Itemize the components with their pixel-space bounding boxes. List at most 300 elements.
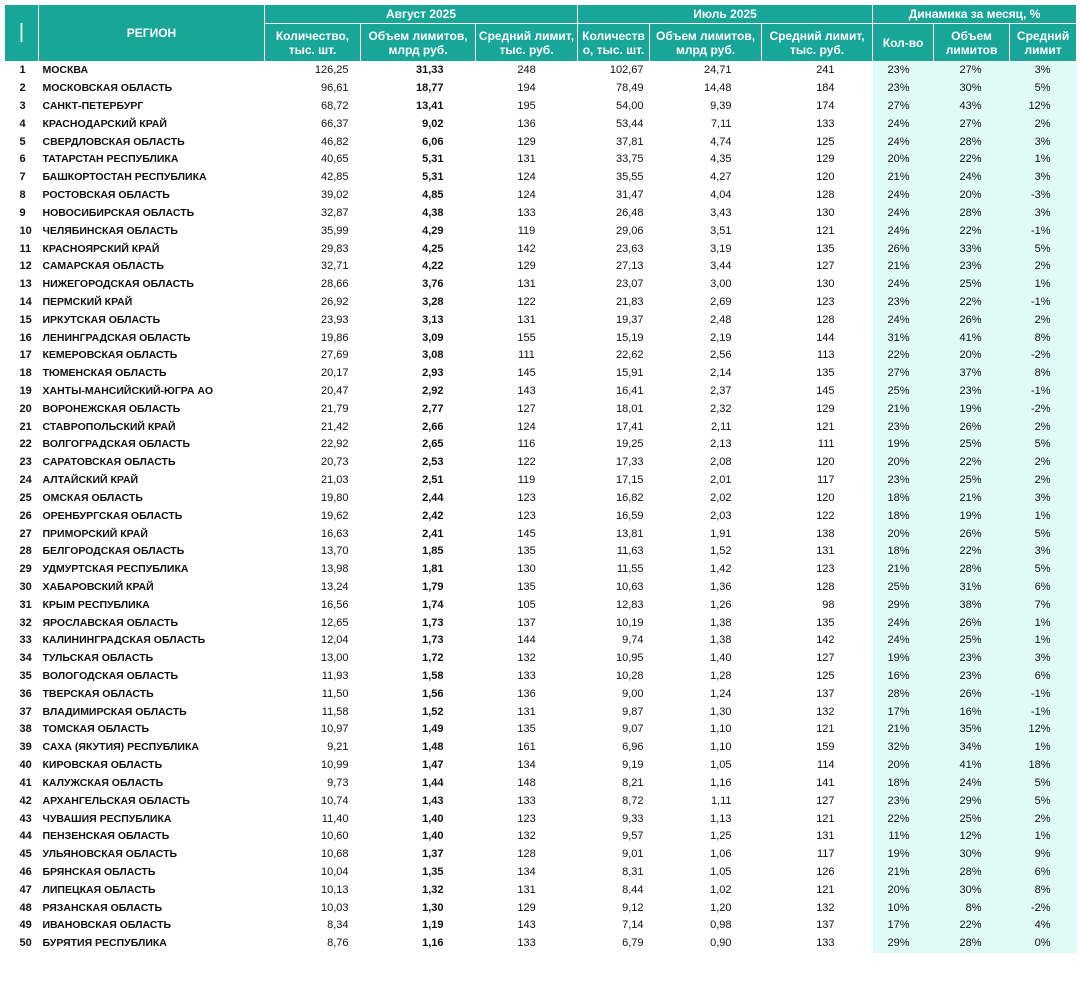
aug-avg-limit-cell: 131 (517, 153, 536, 166)
region-name-cell: ВЛАДИМИРСКАЯ ОБЛАСТЬ (42, 705, 187, 718)
jul-avg-limit-cell: 123 (816, 295, 835, 308)
region-name-cell: ИРКУТСКАЯ ОБЛАСТЬ (42, 313, 161, 326)
aug-volume-cell: 1,37 (422, 848, 444, 861)
jul-avg-limit-cell: 125 (816, 135, 835, 148)
dyn-volume-cell: 30% (934, 846, 1010, 864)
jul-count-cell: 31,47 (616, 189, 644, 202)
dyn-count-cell: 16% (873, 668, 934, 686)
jul-avg-limit-cell: 130 (816, 206, 835, 219)
jul-count-cell: 27,13 (616, 260, 644, 273)
aug-volume-cell: 4,22 (422, 260, 444, 273)
dyn-avg-limit-cell: 3% (1010, 62, 1077, 80)
table-row (5, 703, 1077, 721)
aug-count-cell: 16,56 (320, 598, 349, 611)
august-group-header: Август 2025 (265, 5, 578, 24)
table-row (5, 418, 1077, 436)
jul-count-cell: 33,75 (616, 153, 644, 166)
row-index-cell: 29 (19, 563, 32, 576)
aug-avg-limit-cell: 133 (517, 206, 536, 219)
table-row (5, 347, 1077, 365)
jul-count-cell: 17,41 (616, 420, 644, 433)
aug-count-cell: 68,72 (320, 100, 349, 113)
aug-count-cell: 22,92 (320, 438, 349, 451)
aug-avg-limit-cell: 122 (517, 456, 536, 469)
jul-avg-limit-cell: 121 (816, 420, 835, 433)
region-table-container (4, 4, 1076, 953)
dyn-avg-limit-cell: 2% (1010, 810, 1077, 828)
dyn-avg-limit-cell: 4% (1010, 917, 1077, 935)
jul-volume-cell: 2,19 (710, 331, 732, 344)
region-name-cell: КРАСНОДАРСКИЙ КРАЙ (42, 117, 167, 130)
jul-avg-limit-cell: 121 (816, 883, 835, 896)
dyn-volume-cell: 41% (934, 329, 1010, 347)
dyn-avg-limit-cell: 1% (1010, 614, 1077, 632)
jul-volume-cell: 9,39 (710, 100, 732, 113)
region-name-cell: ТОМСКАЯ ОБЛАСТЬ (42, 723, 150, 736)
dyn-count-cell: 20% (873, 151, 934, 169)
jul-avg-limit-cell: 128 (816, 313, 835, 326)
dyn-avg-limit-cell: 1% (1010, 828, 1077, 846)
dyn-avg-limit-cell: 12% (1010, 98, 1077, 116)
jul-count-cell: 7,14 (622, 919, 644, 932)
dyn-count-cell: 20% (873, 525, 934, 543)
aug-avg-limit-cell: 134 (517, 759, 536, 772)
jul-avg-limit-cell: 135 (816, 367, 835, 380)
jul-count-cell: 54,00 (616, 100, 644, 113)
aug-volume-cell: 3,76 (422, 278, 444, 291)
jul-count-cell: 16,41 (616, 385, 644, 398)
dyn-avg-limit-cell: 3% (1010, 133, 1077, 151)
jul-volume-cell: 1,26 (710, 598, 732, 611)
jul-volume-cell: 3,43 (710, 206, 732, 219)
dyn-volume-cell: 22% (934, 454, 1010, 472)
dyn-count-cell: 26% (873, 240, 934, 258)
dyn-volume-cell: 26% (934, 614, 1010, 632)
jul-count-cell: 10,19 (616, 616, 644, 629)
dyn-count-cell: 23% (873, 792, 934, 810)
table-row (5, 329, 1077, 347)
aug-avg-limit-cell: 131 (517, 705, 536, 718)
aug-count-cell: 21,03 (320, 474, 349, 487)
jul-volume-cell: 1,20 (710, 901, 732, 914)
table-row (5, 775, 1077, 793)
aug-volume-cell: 1,40 (422, 812, 444, 825)
dyn-volume-cell: 27% (934, 115, 1010, 133)
row-index-cell: 14 (19, 295, 32, 308)
row-index-cell: 47 (19, 883, 32, 896)
aug-count-cell: 8,34 (327, 919, 349, 932)
dyn-volume-cell: 28% (934, 205, 1010, 223)
region-name-cell: НИЖЕГОРОДСКАЯ ОБЛАСТЬ (42, 278, 194, 291)
aug-count-cell: 20,73 (320, 456, 349, 469)
aug-avg-limit-cell: 123 (517, 509, 536, 522)
region-name-cell: СТАВРОПОЛЬСКИЙ КРАЙ (42, 420, 176, 433)
table-row (5, 881, 1077, 899)
aug-count-cell: 35,99 (320, 224, 349, 237)
jul-avg-limit-cell: 117 (817, 474, 835, 487)
row-index-cell: 28 (19, 545, 32, 558)
dyn-avg-limit-cell: 2% (1010, 258, 1077, 276)
region-name-cell: АРХАНГЕЛЬСКАЯ ОБЛАСТЬ (42, 794, 190, 807)
aug-volume-cell: 1,32 (422, 883, 444, 896)
jul-avg-limit-cell: 111 (817, 438, 835, 451)
aug-avg-limit-cell: 136 (517, 687, 536, 700)
row-index-cell: 9 (19, 206, 26, 219)
dyn-count-cell: 21% (873, 169, 934, 187)
aug-avg-limit-cell: 135 (517, 580, 536, 593)
region-name-cell: САРАТОВСКАЯ ОБЛАСТЬ (42, 456, 176, 469)
aug-volume-cell: 1,19 (422, 919, 444, 932)
aug-count-cell: 11,58 (321, 705, 349, 718)
aug-avg-limit-cell: 135 (517, 723, 536, 736)
dyn-avg-limit-cell: 3% (1010, 490, 1077, 508)
region-name-cell: САМАРСКАЯ ОБЛАСТЬ (42, 260, 164, 273)
jul-volume-cell: 1,91 (710, 527, 732, 540)
dyn-avg-limit-cell: 5% (1010, 240, 1077, 258)
aug-volume-cell: 1,56 (422, 687, 444, 700)
dyn-count-cell: 23% (873, 294, 934, 312)
jul-volume-cell: 1,30 (710, 705, 732, 718)
dyn-volume-cell: 23% (934, 258, 1010, 276)
aug-avg-limit-cell: 133 (517, 937, 536, 950)
row-index-cell: 8 (19, 189, 26, 202)
jul-count-cell: 16,59 (616, 509, 644, 522)
dyn-avg-limit-cell: 0% (1010, 935, 1077, 953)
table-row (5, 935, 1077, 953)
dyn-count-cell: 24% (873, 311, 934, 329)
dyn-volume-cell: 20% (934, 187, 1010, 205)
dyn-avg-limit-cell: -2% (1010, 400, 1077, 418)
region-name-cell: САНКТ-ПЕТЕРБУРГ (42, 100, 144, 113)
jul-count-cell: 9,33 (622, 812, 644, 825)
aug-count-cell: 9,21 (327, 741, 349, 754)
aug-volume-cell: 5,31 (422, 171, 444, 184)
dyn-avg-limit-cell: 2% (1010, 311, 1077, 329)
dyn-volume-cell: 28% (934, 935, 1010, 953)
region-name-cell: БУРЯТИЯ РЕСПУБЛИКА (42, 937, 167, 950)
dyn-volume-cell: 26% (934, 685, 1010, 703)
aug-avg-limit-cell: 131 (517, 278, 536, 291)
row-index-cell: 10 (19, 224, 32, 237)
jul-volume-cell: 2,56 (710, 349, 732, 362)
table-row (5, 614, 1077, 632)
dyn-volume-cell: 8% (934, 899, 1010, 917)
dyn-avg-limit-cell: -2% (1010, 899, 1077, 917)
table-row (5, 561, 1077, 579)
dyn-avg-limit-cell: 8% (1010, 881, 1077, 899)
aug-avg-limit-cell: 119 (517, 224, 536, 237)
dyn-count-cell: 31% (873, 329, 934, 347)
dyn-volume-cell: 22% (934, 543, 1010, 561)
jul-avg-limit-cell: 117 (817, 848, 835, 861)
region-name-cell: РОСТОВСКАЯ ОБЛАСТЬ (42, 189, 170, 202)
region-name-cell: ЯРОСЛАВСКАЯ ОБЛАСТЬ (42, 616, 178, 629)
dyn-volume-cell: 38% (934, 596, 1010, 614)
jul-avg-limit-cell: 129 (816, 402, 835, 415)
table-row (5, 632, 1077, 650)
aug-volume-cell: 4,38 (422, 206, 444, 219)
region-name-cell: ВОЛОГОДСКАЯ ОБЛАСТЬ (42, 670, 179, 683)
aug-count-cell: 19,86 (320, 331, 349, 344)
row-index-cell: 45 (19, 848, 32, 861)
dyn-avg-limit-cell: 5% (1010, 80, 1077, 98)
region-name-cell: ТУЛЬСКАЯ ОБЛАСТЬ (42, 652, 154, 665)
aug-count-cell: 10,74 (320, 794, 349, 807)
aug-avg-limit-cell: 248 (517, 64, 536, 77)
dyn-count-cell: 24% (873, 205, 934, 223)
table-row (5, 596, 1077, 614)
jul-count-cell: 10,95 (616, 652, 644, 665)
aug-count-cell: 32,71 (320, 260, 349, 273)
aug-count-cell: 21,42 (320, 420, 349, 433)
table-row (5, 169, 1077, 187)
jul-count-cell: 9,01 (622, 848, 644, 861)
table-row (5, 80, 1077, 98)
region-name-cell: СВЕРДЛОВСКАЯ ОБЛАСТЬ (42, 135, 185, 148)
row-index-cell: 25 (19, 491, 32, 504)
jul-volume-cell: 2,01 (710, 474, 732, 487)
aug-volume-cell: 4,85 (422, 189, 444, 202)
aug-avg-limit-cell: 161 (517, 741, 536, 754)
jul-avg-limit-cell: 128 (816, 189, 835, 202)
aug-volume-cell: 3,08 (422, 349, 444, 362)
dyn-avg-limit-cell: 5% (1010, 561, 1077, 579)
jul-count-cell: 22,62 (616, 349, 644, 362)
dyn-volume-cell: 25% (934, 810, 1010, 828)
aug-volume-cell: 1,81 (422, 563, 444, 576)
jul-count-cell: 26,48 (616, 206, 644, 219)
row-index-cell: 23 (19, 456, 32, 469)
dyn-volume-cell: 23% (934, 668, 1010, 686)
aug-count-cell: 12,04 (320, 634, 349, 647)
jul-avg-limit-cell: 132 (816, 901, 835, 914)
jul-count-cell: 21,83 (616, 295, 644, 308)
jul-volume-cell: 24,71 (704, 64, 732, 77)
dyn-volume-cell: 19% (934, 400, 1010, 418)
aug-volume-cell: 2,53 (422, 456, 444, 469)
dyn-volume-cell: 22% (934, 222, 1010, 240)
jul-volume-cell: 1,10 (710, 723, 732, 736)
jul-count-cell: 16,82 (616, 491, 644, 504)
aug-avg-limit-cell: 194 (517, 82, 536, 95)
row-index-cell: 42 (19, 794, 32, 807)
aug-volume-cell: 1,43 (422, 794, 444, 807)
jul-avg-limit-cell: 241 (816, 64, 835, 77)
row-index-cell: 18 (19, 367, 32, 380)
row-index-cell: 37 (19, 705, 32, 718)
dyn-avg-limit-cell: -1% (1010, 703, 1077, 721)
dyn-count-cell: 29% (873, 596, 934, 614)
row-index-cell: 34 (19, 652, 32, 665)
aug-count-cell: 20,17 (320, 367, 349, 380)
jul-volume-cell: 1,25 (710, 830, 732, 843)
dyn-count-cell: 17% (873, 917, 934, 935)
dyn-count-cell: 10% (873, 899, 934, 917)
dyn-volume-cell: 25% (934, 472, 1010, 490)
dyn-count-cell: 23% (873, 472, 934, 490)
dyn-count-cell: 21% (873, 561, 934, 579)
jul-volume-cell: 3,51 (710, 224, 732, 237)
row-index-cell: 5 (19, 135, 26, 148)
aug-count-cell: 10,68 (320, 848, 349, 861)
aug-avg-limit-cell: 111 (518, 349, 535, 362)
aug-count-cell: 13,70 (320, 545, 349, 558)
dyn-avg-limit-cell: 1% (1010, 739, 1077, 757)
dyn-count-cell: 27% (873, 98, 934, 116)
aug-avg-limit-cell: 124 (517, 171, 536, 184)
aug-avg-limit-cell: 142 (517, 242, 536, 255)
dyn-volume-cell: 19% (934, 507, 1010, 525)
jul-count-cell: 8,21 (622, 776, 644, 789)
region-name-cell: БАШКОРТОСТАН РЕСПУБЛИКА (42, 171, 207, 184)
dyn-volume-cell: 26% (934, 418, 1010, 436)
dyn-volume-cell: 30% (934, 881, 1010, 899)
table-row (5, 240, 1077, 258)
region-name-cell: ТЮМЕНСКАЯ ОБЛАСТЬ (42, 367, 167, 380)
jul-avg-limit-cell: 122 (816, 509, 835, 522)
dyn-avg-limit-cell: 1% (1010, 276, 1077, 294)
jul-count-cell: 53,44 (616, 117, 644, 130)
aug-count-cell: 21,79 (320, 402, 349, 415)
region-name-cell: БЕЛГОРОДСКАЯ ОБЛАСТЬ (42, 545, 185, 558)
dyn-avg-limit-cell: 6% (1010, 864, 1077, 882)
aug-volume-cell: 1,49 (422, 723, 444, 736)
dyn-avg-limit-cell: 9% (1010, 846, 1077, 864)
jul-count-cell: 15,91 (616, 367, 644, 380)
jul-count-cell: 15,19 (616, 331, 644, 344)
table-row (5, 846, 1077, 864)
dyn-avg-limit-cell: 1% (1010, 507, 1077, 525)
dyn-avg-limit-cell: 2% (1010, 472, 1077, 490)
aug-volume-cell: 1,16 (422, 937, 444, 950)
row-index-cell: 2 (19, 82, 26, 95)
dyn-volume-cell: 22% (934, 294, 1010, 312)
jul-volume-cell: 14,48 (704, 82, 732, 95)
jul-volume-cell: 4,74 (710, 135, 732, 148)
aug-avg-limit-cell: 133 (517, 794, 536, 807)
dyn-count-cell: 22% (873, 810, 934, 828)
dyn-volume-cell: 27% (934, 62, 1010, 80)
dyn-count-cell: 24% (873, 133, 934, 151)
row-index-cell: 49 (19, 919, 32, 932)
aug-avg-limit-cell: 116 (517, 438, 536, 451)
row-index-cell: 3 (19, 100, 26, 113)
dyn-volume-cell: 33% (934, 240, 1010, 258)
dyn-volume-cell: 37% (934, 365, 1010, 383)
region-name-cell: МОСКВА (42, 64, 89, 77)
index-column-header (5, 5, 39, 62)
region-name-cell: ОМСКАЯ ОБЛАСТЬ (42, 491, 143, 504)
aug-count-cell: 8,76 (327, 937, 349, 950)
region-name-cell: ВОЛГОГРАДСКАЯ ОБЛАСТЬ (42, 438, 191, 451)
table-row (5, 187, 1077, 205)
region-name-cell: НОВОСИБИРСКАЯ ОБЛАСТЬ (42, 206, 195, 219)
aug-volume-cell: 9,02 (422, 117, 444, 130)
aug-volume-cell: 1,74 (422, 598, 444, 611)
aug-volume-cell: 5,31 (422, 153, 444, 166)
aug-volume-cell: 2,92 (422, 385, 444, 398)
dyn-count-cell: 23% (873, 62, 934, 80)
aug-volume-cell: 3,13 (422, 313, 444, 326)
aug-volume-cell: 4,25 (422, 242, 444, 255)
aug-volume-cell: 2,65 (422, 438, 444, 451)
jul-count-cell: 35,55 (616, 171, 644, 184)
table-row (5, 276, 1077, 294)
jul-volume-cell: 4,35 (710, 153, 732, 166)
jul-avg-limit-cell: 141 (816, 776, 835, 789)
aug-avg-limit-cell: 135 (517, 545, 536, 558)
region-name-cell: АЛТАЙСКИЙ КРАЙ (42, 474, 139, 487)
aug-count-cell: 26,92 (320, 295, 349, 308)
dyn-count-cell: 24% (873, 222, 934, 240)
aug-count-cell: 32,87 (320, 206, 349, 219)
jul-avg-limit-cell: 120 (816, 171, 835, 184)
row-index-cell: 13 (19, 278, 32, 291)
aug-count-cell: 40,65 (320, 153, 349, 166)
dyn-avg-limit-cell: 2% (1010, 454, 1077, 472)
jul-count-cell: 9,07 (622, 723, 644, 736)
aug-count-cell: 13,00 (320, 652, 349, 665)
dyn-volume-cell: 23% (934, 383, 1010, 401)
region-name-cell: КРАСНОЯРСКИЙ КРАЙ (42, 242, 160, 255)
dyn-avg-limit-cell: 2% (1010, 115, 1077, 133)
dyn-count-cell: 20% (873, 757, 934, 775)
jul-volume-cell: 4,27 (710, 171, 732, 184)
table-row (5, 792, 1077, 810)
jul-volume-cell: 0,98 (710, 919, 732, 932)
table-row (5, 810, 1077, 828)
dyn-avg-limit-cell: -1% (1010, 383, 1077, 401)
aug-avg-limit-cell: 129 (517, 260, 536, 273)
jul-count-cell: 9,74 (622, 634, 644, 647)
table-row (5, 685, 1077, 703)
aug-count-cell: 16,63 (320, 527, 349, 540)
jul-volume-cell: 1,02 (710, 883, 732, 896)
row-index-cell: 11 (19, 242, 32, 255)
dyn-avg-limit-cell: 5% (1010, 436, 1077, 454)
jul-volume-cell: 2,03 (710, 509, 732, 522)
aug-avg-limit-cell: 137 (517, 616, 536, 629)
table-row (5, 151, 1077, 169)
row-index-cell: 12 (19, 260, 32, 273)
dyn-count-cell: 25% (873, 579, 934, 597)
row-index-cell: 30 (19, 580, 32, 593)
dyn-volume-cell: 30% (934, 80, 1010, 98)
aug-avg-limit-cell: 129 (517, 135, 536, 148)
row-index-cell: 39 (19, 741, 32, 754)
dyn-avg-limit-cell: 5% (1010, 525, 1077, 543)
aug-volume-cell: 2,77 (422, 402, 444, 415)
aug-count-cell: 27,69 (320, 349, 349, 362)
jul-count-cell: 78,49 (616, 82, 644, 95)
aug-count-cell: 10,03 (320, 901, 349, 914)
row-index-cell: 35 (19, 670, 32, 683)
dyn-volume-cell: 24% (934, 169, 1010, 187)
aug-count-cell: 20,47 (320, 385, 349, 398)
jul-volume-cell: 7,11 (710, 117, 732, 130)
dyn-count-cell: 23% (873, 80, 934, 98)
aug-volume-cell: 1,40 (422, 830, 444, 843)
jul-count-cell: 9,12 (622, 901, 644, 914)
dyn-avg-limit-cell: 3% (1010, 169, 1077, 187)
jul-avg-limit-cell: 130 (816, 278, 835, 291)
row-index-cell: 17 (19, 349, 32, 362)
aug-volume-cell: 1,52 (422, 705, 444, 718)
aug-avg-limit-cell: 131 (517, 883, 536, 896)
aug-avg-limit-cell: 127 (517, 402, 536, 415)
jul-avg-limit-cell: 131 (816, 830, 835, 843)
aug-avg-limit-cell: 122 (517, 295, 536, 308)
